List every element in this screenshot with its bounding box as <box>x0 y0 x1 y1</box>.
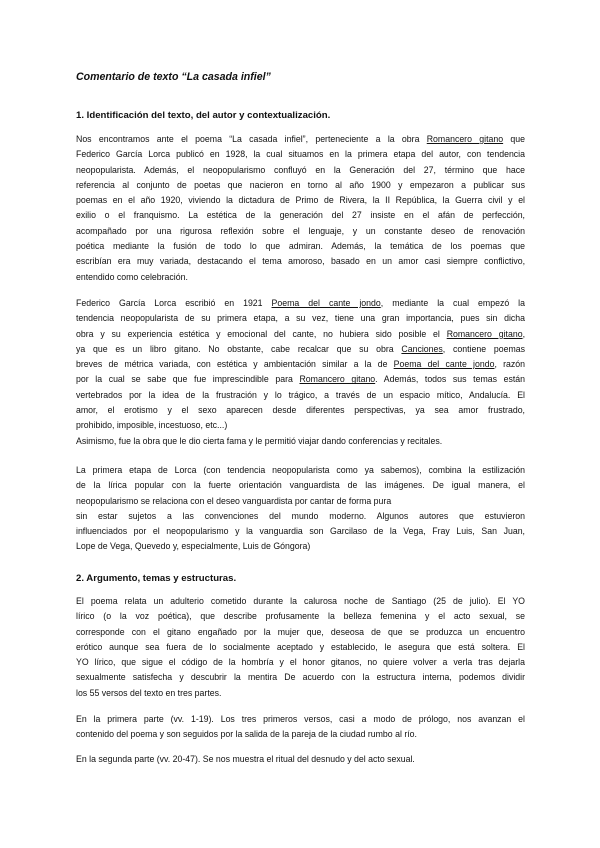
section-1-paragraph-3 <box>76 463 525 555</box>
text-line: poética mediante la fusión de todo lo que admiran. Además, la temática de los poemas que <box>76 241 525 252</box>
text-line: sexualmente satisfecha y descubrir la mentira De acuerdo con la estructura interna, podemos dividir <box>76 672 525 683</box>
text-line: corresponde con el gitano engañado por la mujer que, deseosa de que se produzca un encuentro <box>76 626 525 637</box>
text-line <box>76 357 525 372</box>
text-line: vertebrados por la idea de la frustración y lo trágico, a través de un espacio mítico, Andalucía. El <box>76 389 525 400</box>
text-span: Federico García Lorca escribió en 1921 <box>76 298 272 308</box>
text-span: obra y su experiencia estética y emocional del cante, no hubiera sido posible el <box>76 328 447 339</box>
text-line: erótico aunque sea fuera de lo socialmente aceptado y establecido, le asegura que está soltera. El <box>76 641 525 652</box>
text-line <box>76 296 525 311</box>
text-line: exilio o el franquismo. La estética de la generación del 27 insiste en el afán de perfección, <box>76 210 525 221</box>
book-title-link: Poema del cante jondo <box>393 359 495 370</box>
text-line: El poema relata un adulterio cometido durante la calurosa noche de Santiago (25 de julio). El YO <box>76 596 525 606</box>
text-span: . Además, todos sus temas están <box>375 374 525 385</box>
book-title-link: Canciones <box>401 343 443 354</box>
book-title-link: Romancero gitano <box>446 328 523 339</box>
section-2-paragraph-3 <box>76 752 525 767</box>
text-span: , <box>522 328 526 339</box>
text-span: Nos encontramos ante el poema “La casada infiel”, perteneciente a la obra <box>76 134 427 144</box>
text-line: En la primera parte (vv. 1-19). Los tres primeros versos, casi a modo de prólogo, nos avanzan el <box>76 714 525 724</box>
text-line: amor, el erotismo y el sexo aparecen desde diferentes perspectivas, ya sea amor frustrado, <box>76 405 525 416</box>
text-line: neopopularismo se relaciona con el deseo vanguardista por cantar de forma pura <box>76 495 392 506</box>
document-title: Comentario de texto “La casada infiel” <box>76 71 271 83</box>
section-2-heading: 2. Argumento, temas y estructuras. <box>76 573 237 584</box>
text-span: , razón <box>494 359 526 370</box>
text-line: tendencia neopopularista de su primera etapa, a su vez, tiene una gran importancia, pues sin dicha <box>76 313 525 324</box>
text-span: ya que es un libro gitano. No obstante, cabe recalcar que su obra <box>76 343 402 354</box>
section-2-paragraph-1 <box>76 594 525 701</box>
text-line: poemas en el año 1920, viviendo la dictadura de Primo de Rivera, la II República, la Guerra civil y el <box>76 195 525 206</box>
text-line: Lope de Vega, Quevedo y, especialmente, Luis de Góngora) <box>76 541 311 552</box>
section-2-paragraph-2 <box>76 712 525 743</box>
text-line: influenciados por el neopopularismo y la vanguardia son Garcilaso de la Vega, Fray Luis, San Juan, <box>76 526 525 537</box>
section-1-heading: 1. Identificación del texto, del autor y contextualización. <box>76 110 331 121</box>
text-line: YO lírico, que sigue el código de la hombría y el honor gitanos, no quiere volver a verla tras dejarla <box>76 657 525 668</box>
text-line: lírico (o la voz poética), que describe profusamente la belleza femenina y el acto sexual, se <box>76 611 525 622</box>
text-line: los 55 versos del texto en tres partes. <box>76 687 222 698</box>
text-line: Asimismo, fue la obra que le dio cierta fama y le permitió viajar dando conferencias y recitales. <box>76 435 443 446</box>
book-title-link: Poema del cante jondo <box>271 298 381 308</box>
text-line: entendido como celebración. <box>76 271 188 282</box>
text-line <box>76 372 525 387</box>
text-span: breves de métrica variada, con estética y ambientación similar a la de <box>76 359 394 370</box>
text-line: neopopularista. Además, el neopopularismo confluyó en la Generación del 27, término que hace <box>76 164 525 175</box>
text-line: escribían era muy variada, destacando el tema amoroso, basado en un amor casi siempre conflictivo, <box>76 256 525 267</box>
text-line: de la lírica popular con la fuerte orientación vanguardista de las imágenes. De igual manera, el <box>76 480 525 491</box>
text-span: , contiene poemas <box>442 343 525 354</box>
book-title-link: Romancero gitano <box>299 374 376 385</box>
text-line: contenido del poema y son seguidos por la salida de la pareja de la ciudad rumbo al río. <box>76 729 417 740</box>
text-span: que <box>503 134 526 144</box>
text-line <box>76 342 525 357</box>
text-line: sin estar sujetos a las convenciones del mundo moderno. Algunos autores que estuvieron <box>76 510 525 521</box>
text-line <box>76 132 525 147</box>
text-line: referencia al conjunto de poetas que nacieron en torno al año 1900 y empezaron a publicar sus <box>76 179 525 190</box>
text-line <box>76 327 525 342</box>
text-span: por la cual se sabe que fue imprescindible para <box>76 374 300 385</box>
section-1-paragraph-1 <box>76 132 525 285</box>
text-line: La primera etapa de Lorca (con tendencia neopopularista como ya sabemos), combina la estilización <box>76 465 525 475</box>
section-1-paragraph-2 <box>76 296 525 449</box>
text-line: prohibido, imposible, incestuoso, etc...) <box>76 420 228 431</box>
text-line: acompañado por una rigurosa reflexión sobre el lenguaje, y un constante deseo de renovación <box>76 225 525 236</box>
text-line: En la segunda parte (vv. 20-47). Se nos muestra el ritual del desnudo y del acto sexual. <box>76 754 415 764</box>
text-line: Federico García Lorca publicó en 1928, la cual situamos en la primera etapa del autor, con tendencia <box>76 149 525 160</box>
book-title-link: Romancero gitano <box>426 134 504 144</box>
text-span: , mediante la cual empezó la <box>380 298 525 308</box>
